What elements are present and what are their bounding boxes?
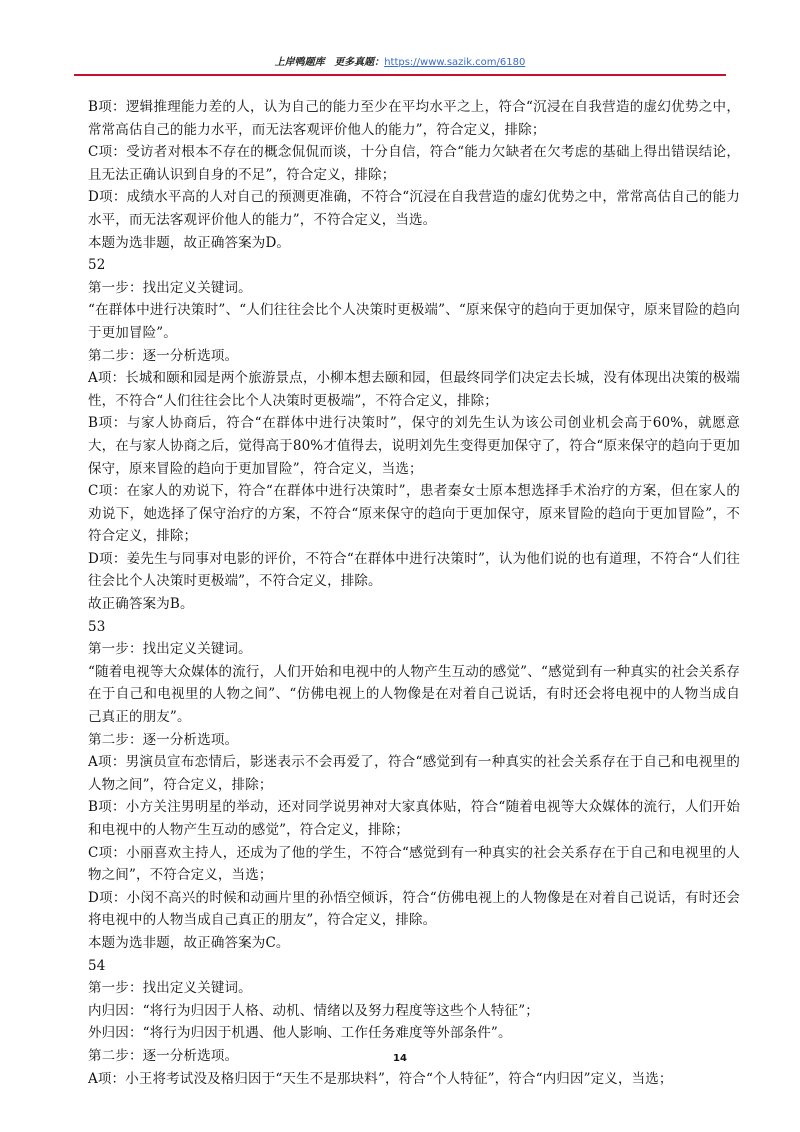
header-link[interactable]: https://www.sazik.com/6180 [384,57,526,68]
step-heading: 第一步：找出定义关键词。 [88,980,252,997]
page-header [0,56,800,70]
paragraph: C项：小丽喜欢主持人，还成为了他的学生，不符合“感觉到有一种真实的社会关系存在于自己和电视里的人物之间”，不符合定义，当选； [88,844,740,884]
paragraph: A项：长城和颐和园是两个旅游景点，小柳本想去颐和园，但最终同学们决定去长城，没有体现出决策的极端性，不符合“人们往往会比个人决策时更极端”，不符合定义，排除； [88,370,740,409]
paragraph: C项：受访者对根本不存在的概念侃侃而谈，十分自信，符合“能力欠缺者在欠考虑的基础上得出错误结论，且无法正确认识到自身的不足”，符合定义，排除； [88,144,740,183]
paragraph: 内归因：“将行为归因于人格、动机、情绪以及努力程度等这些个人特征”； [88,1002,539,1019]
paragraph: “在群体中进行决策时”、“人们往往会比个人决策时更极端”、“原来保守的趋向于更加保守，原来冒险的趋向于更加冒险”。 [88,302,740,341]
step-heading: 第二步：逐一分析选项。 [88,1047,239,1064]
question-number: 54 [88,957,106,974]
page-number: 14 [393,1053,407,1064]
answer-line: 故正确答案为B。 [88,596,194,613]
paragraph: D项：成绩水平高的人对自己的预测更准确，不符合“沉浸在自我营造的虚幻优势之中，常常高估自己的能力水平，而无法客观评价他人的能力”，不符合定义，当选。 [88,189,740,228]
paragraph: A项：小王将考试没及格归因于“天生不是那块料”，符合“个人特征”，符合“内归因”定义，当选； [88,1070,673,1087]
paragraph: D项：小闵不高兴的时候和动画片里的孙悟空倾诉，符合“仿佛电视上的人物像是在对着自己说话，有时还会将电视中的人物当成自己真正的朋友”，符合定义，排除。 [88,889,740,929]
paragraph: B项：小方关注男明星的举动，还对同学说男神对大家真体贴，符合“随着电视等大众媒体的流行，人们开始和电视中的人物产生互动的感觉”，符合定义，排除； [88,799,740,838]
step-heading: 第二步：逐一分析选项。 [88,731,239,748]
answer-line: 本题为选非题，故正确答案为C。 [88,934,290,951]
question-number: 52 [88,257,106,274]
header-site-name: 上岸鸭题库 [274,57,325,68]
document-body [88,96,740,1090]
step-heading: 第一步：找出定义关键词。 [88,641,252,658]
step-heading: 第一步：找出定义关键词。 [88,279,252,296]
paragraph: B项：逻辑推理能力差的人，认为自己的能力至少在平均水平之上，符合“沉浸在自我营造的虚幻优势之中，常常高估自己的能力水平，而无法客观评价他人的能力”，符合定义，排除； [88,99,740,138]
header-more-label: 更多真题： [334,57,385,68]
header-divider [74,74,726,76]
paragraph: C项：在家人的劝说下，符合“在群体中进行决策时”，患者秦女士原本想选择手术治疗的方案，但在家人的劝说下，她选择了保守治疗的方案，不符合“原来保守的趋向于更加保守，原来冒险的趋向于更加冒险”，不符合定义，排除； [88,483,740,545]
paragraph: D项：姜先生与同事对电影的评价，不符合“在群体中进行决策时”，认为他们说的也有道理，不符合“人们往往会比个人决策时更极端”，不符合定义，排除。 [88,550,740,590]
paragraph: A项：男演员宣布恋情后，影迷表示不会再爱了，符合“感觉到有一种真实的社会关系存在于自己和电视里的人物之间”，符合定义，排除； [88,754,740,793]
paragraph: 外归因：“将行为归因于机遇、他人影响、工作任务难度等外部条件”。 [88,1025,512,1042]
answer-line: 本题为选非题，故正确答案为D。 [88,234,291,251]
step-heading: 第二步：逐一分析选项。 [88,347,239,364]
paragraph: B项：与家人协商后，符合“在群体中进行决策时”，保守的刘先生认为该公司创业机会高于60%，就愿意大，在与家人协商之后，觉得高于80%才值得去，说明刘先生变得更加保守了，符合“原来保守的趋向于更加保守，原来冒险的趋向于更加冒险”，符合定义，当选； [88,415,740,477]
paragraph: “随着电视等大众媒体的流行，人们开始和电视中的人物产生互动的感觉”、“感觉到有一种真实的社会关系存在于自己和电视里的人物之间”、“仿佛电视上的人物像是在对着自己说话，有时还会将电视中的人物当成自己真正的朋友”。 [88,663,740,726]
question-number: 53 [88,618,106,635]
